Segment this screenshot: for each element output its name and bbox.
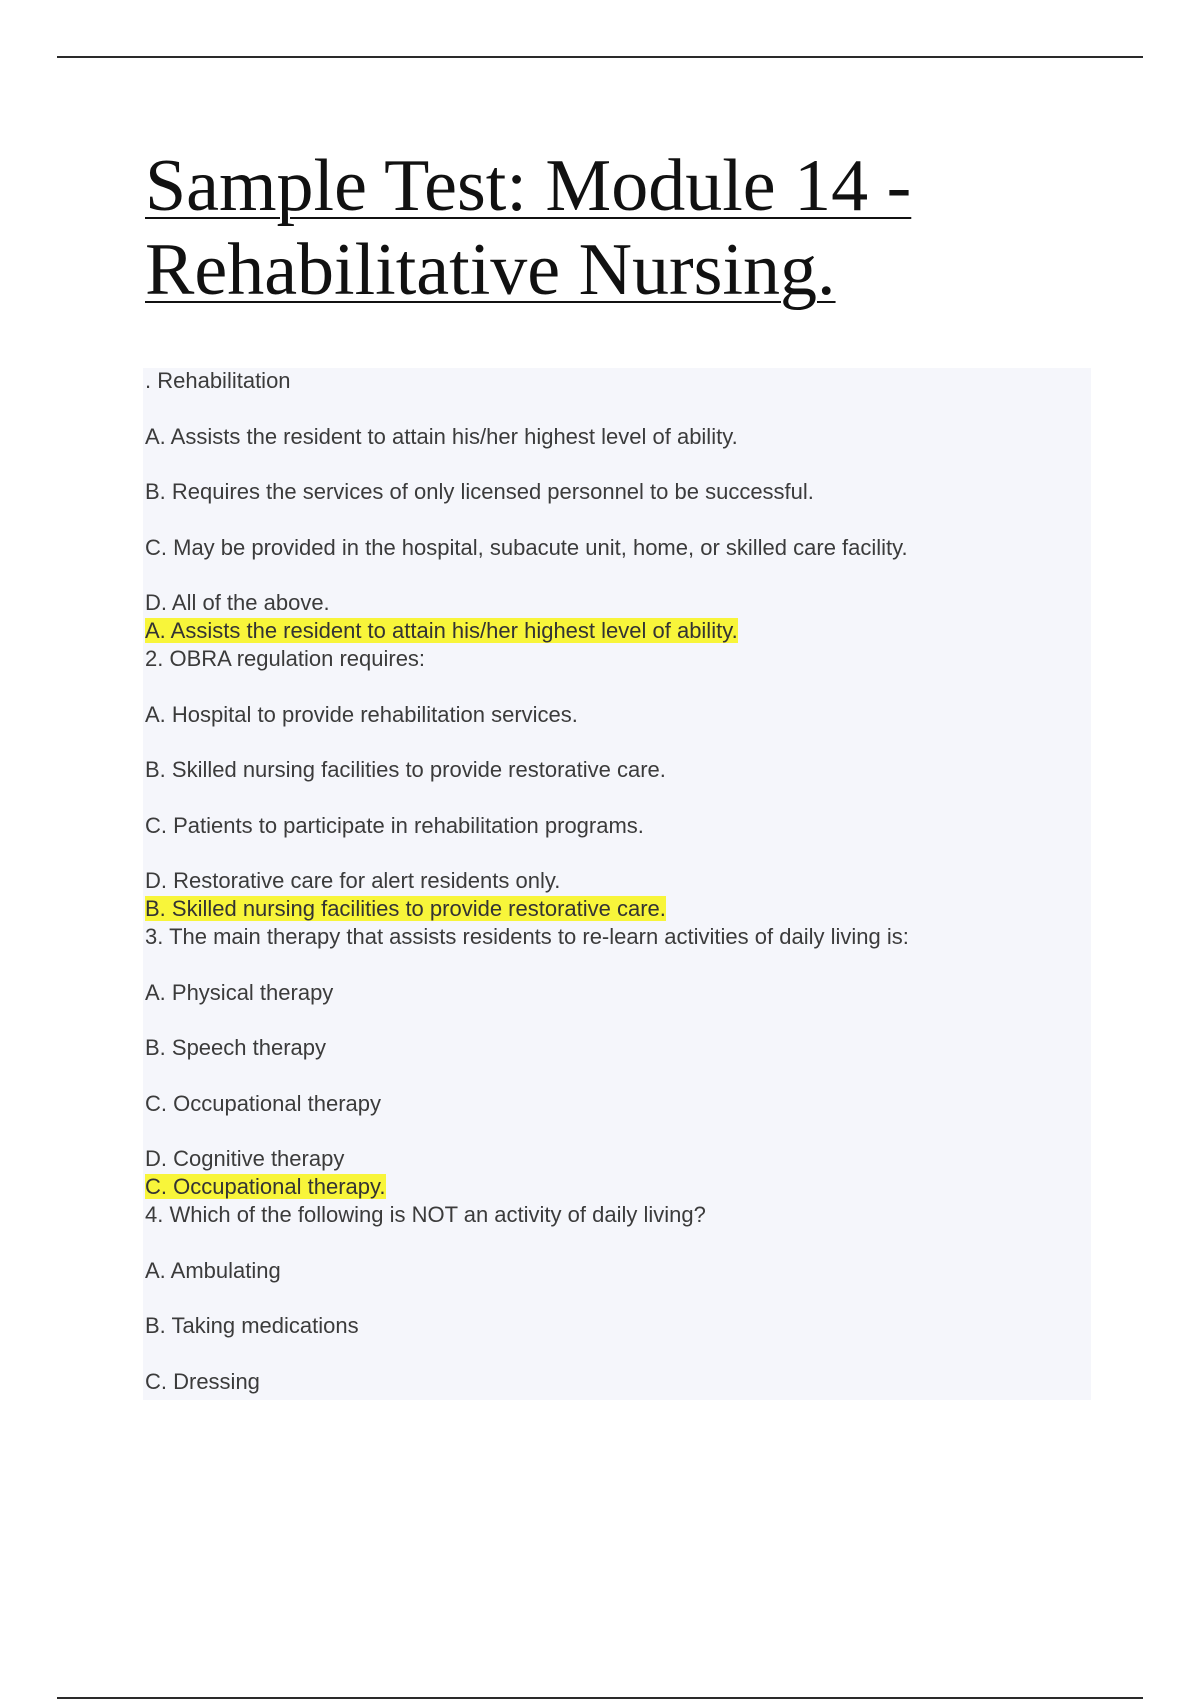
title-line-1: Sample Test: Module 14 - xyxy=(145,145,912,227)
question-1-option-d: D. All of the above. xyxy=(145,590,330,615)
question-1-answer: A. Assists the resident to attain his/her highest level of ability. xyxy=(145,618,738,643)
question-2-answer: B. Skilled nursing facilities to provide restorative care. xyxy=(145,896,666,921)
question-2-option-a: A. Hospital to provide rehabilitation services. xyxy=(145,702,578,727)
bottom-rule xyxy=(57,1697,1143,1699)
question-1-option-a: A. Assists the resident to attain his/her highest level of ability. xyxy=(145,424,738,449)
question-4-option-b: B. Taking medications xyxy=(145,1313,359,1338)
question-3-option-b: B. Speech therapy xyxy=(145,1035,327,1060)
question-panel xyxy=(143,368,1091,1400)
question-4-stem: 4. Which of the following is NOT an activity of daily living? xyxy=(145,1202,706,1227)
question-3-stem: 3. The main therapy that assists residents to re-learn activities of daily living is: xyxy=(145,924,909,949)
document-title xyxy=(145,144,1145,312)
title-line-2: Rehabilitative Nursing. xyxy=(145,229,836,311)
question-4-option-a: A. Ambulating xyxy=(145,1258,281,1283)
question-3-answer: C. Occupational therapy. xyxy=(145,1174,386,1199)
question-2-option-b: B. Skilled nursing facilities to provide restorative care. xyxy=(145,757,666,782)
question-1-option-c: C. May be provided in the hospital, subacute unit, home, or skilled care facility. xyxy=(145,535,908,560)
question-3-option-a: A. Physical therapy xyxy=(145,980,334,1005)
question-2-option-c: C. Patients to participate in rehabilitation programs. xyxy=(145,813,644,838)
question-1-option-b: B. Requires the services of only licensed personnel to be successful. xyxy=(145,479,814,504)
question-2-stem: 2. OBRA regulation requires: xyxy=(145,646,426,671)
question-2-option-d: D. Restorative care for alert residents only. xyxy=(145,868,561,893)
question-3-option-c: C. Occupational therapy xyxy=(145,1091,382,1116)
top-rule xyxy=(57,56,1143,58)
question-4-option-c: C. Dressing xyxy=(145,1369,260,1394)
question-3-option-d: D. Cognitive therapy xyxy=(145,1146,345,1171)
question-1-stem: . Rehabilitation xyxy=(145,368,291,393)
